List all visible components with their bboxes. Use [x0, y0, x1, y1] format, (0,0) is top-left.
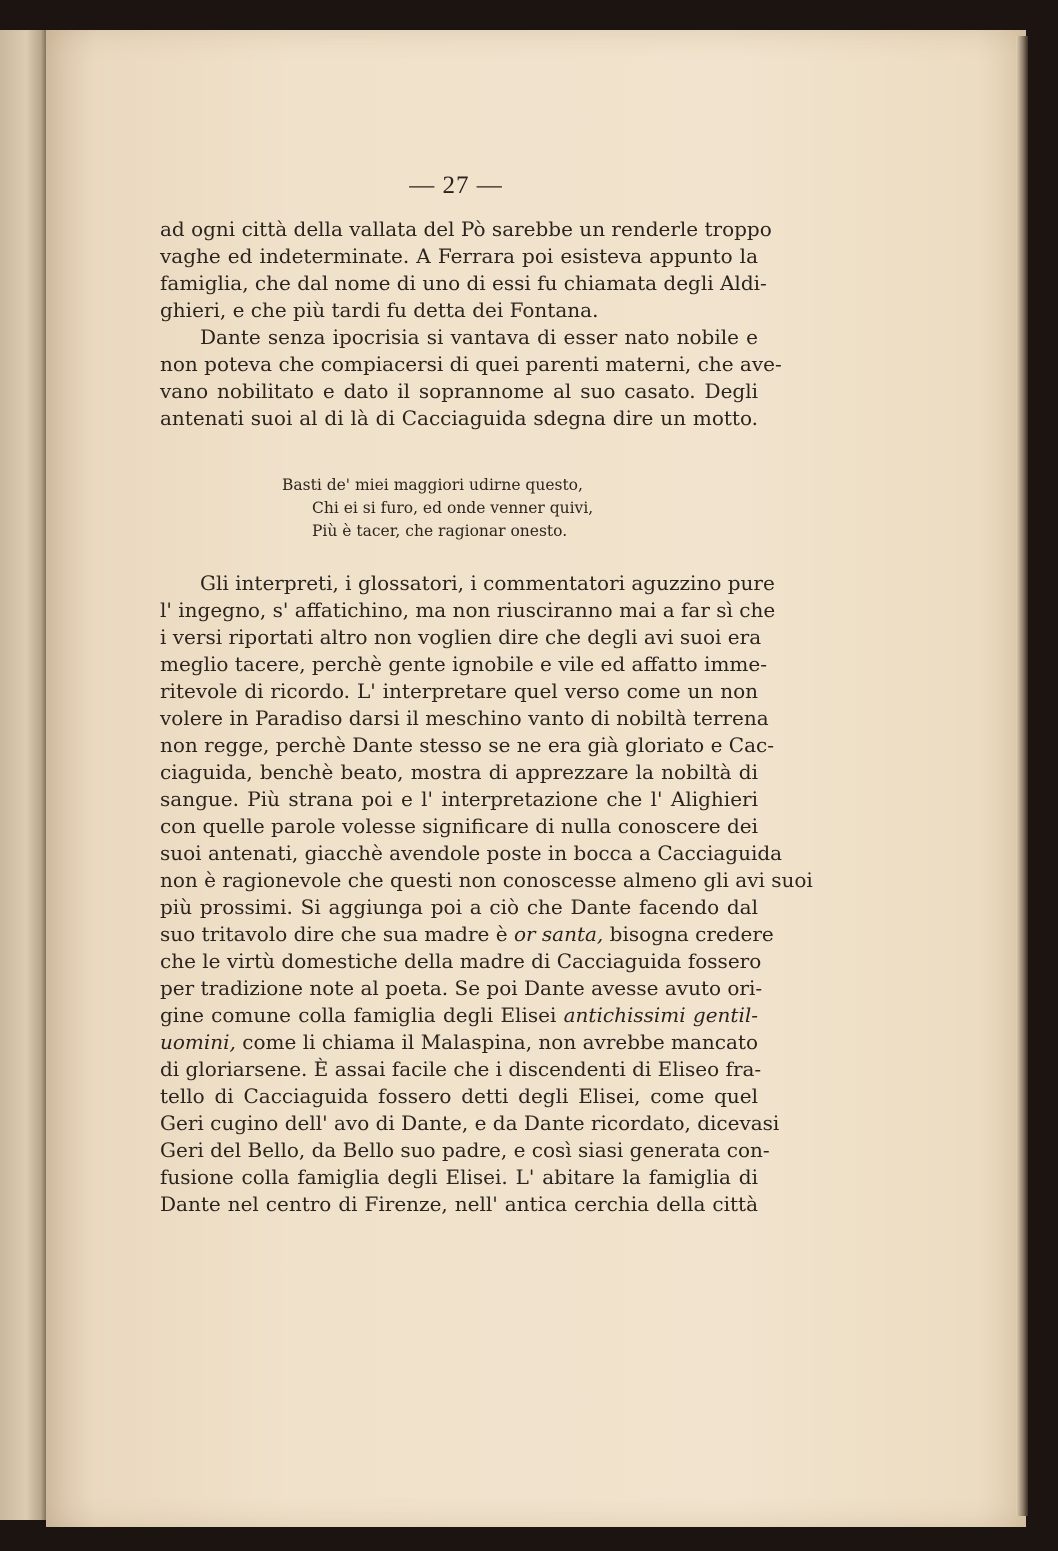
text-line: i versi riportati altro non voglien dire che degli avi suoi era — [160, 625, 762, 649]
italic-text-run: antichissimi gentil- — [563, 1003, 759, 1027]
text-line: suoi antenati, giacchè avendole poste in bocca a Cacciaguida — [160, 841, 783, 865]
text-line: ad ogni città della vallata del Pò sarebbe un renderle troppo — [160, 217, 772, 241]
text-line: tello di Cacciaguida fossero detti degli Elisei, come quel — [160, 1084, 758, 1108]
text-line — [160, 1002, 758, 1029]
text-line: vaghe ed indeterminate. A Ferrara poi esisteva appunto la — [160, 244, 758, 268]
text-line: famiglia, che dal nome di uno di essi fu chiamata degli Aldi- — [160, 271, 767, 295]
text-line: ghieri, e che più tardi fu detta dei Fontana. — [160, 298, 599, 322]
text-line: sangue. Più strana poi e l' interpretazione che l' Alighieri — [160, 787, 758, 811]
text-line: Geri cugino dell' avo di Dante, e da Dante ricordato, dicevasi — [160, 1111, 780, 1135]
text-line: più prossimi. Si aggiunga poi a ciò che Dante facendo dal — [160, 895, 758, 919]
text-block-main — [160, 570, 813, 1218]
text-line: volere in Paradiso darsi il meschino vanto di nobiltà terrena — [160, 706, 769, 730]
text-line: Gli interpreti, i glossatori, i commentatori aguzzino pure — [200, 571, 775, 595]
text-line — [160, 921, 774, 948]
text-line — [160, 1029, 758, 1056]
text-run: suo tritavolo dire che sua madre è — [160, 922, 508, 946]
text-line: non è ragionevole che questi non conoscesse almeno gli avi suoi — [160, 868, 813, 892]
text-run: bisogna credere — [603, 922, 774, 946]
text-line: per tradizione note al poeta. Se poi Dante avesse avuto ori- — [160, 976, 763, 1000]
text-run: gine comune colla famiglia degli Elisei — [160, 1003, 564, 1027]
italic-text-run: or santa, — [513, 922, 604, 946]
text-block-top — [160, 216, 782, 432]
text-line: che le virtù domestiche della madre di Cacciaguida fossero — [160, 949, 762, 973]
text-line: Dante senza ipocrisia si vantava di esser nato nobile e — [200, 325, 758, 349]
page-fore-edge — [1016, 36, 1028, 1516]
italic-text-run: uomini, — [160, 1030, 236, 1054]
verse-line: Basti de' miei maggiori udirne questo, — [282, 476, 583, 494]
text-line: con quelle parole volesse significare di nulla conoscere dei — [160, 814, 758, 838]
verse-line: Chi ei si furo, ed onde venner quivi, — [312, 499, 594, 517]
text-line: ciaguida, benchè beato, mostra di apprezzare la nobiltà di — [160, 760, 758, 784]
text-line: meglio tacere, perchè gente ignobile e vile ed affatto imme- — [160, 652, 767, 676]
text-line: di gloriarsene. È assai facile che i discendenti di Eliseo fra- — [160, 1057, 762, 1081]
text-line: vano nobilitato e dato il soprannome al suo casato. Degli — [160, 379, 758, 403]
text-line: Geri del Bello, da Bello suo padre, e così siasi generata con- — [160, 1138, 770, 1162]
verse-line: Più è tacer, che ragionar onesto. — [312, 522, 568, 540]
page-number: — 27 — — [409, 172, 503, 199]
text-line: Dante nel centro di Firenze, nell' antica cerchia della città — [160, 1192, 758, 1216]
text-line: l' ingegno, s' affatichino, ma non riusciranno mai a far sì che — [160, 598, 776, 622]
previous-page-edge — [0, 30, 48, 1520]
text-run: come li chiama il Malaspina, non avrebbe mancato — [235, 1030, 758, 1054]
text-line: antenati suoi al di là di Cacciaguida sdegna dire un motto. — [160, 406, 758, 430]
text-line: non poteva che compiacersi di quei parenti materni, che ave- — [160, 352, 782, 376]
text-line: ritevole di ricordo. L' interpretare quel verso come un non — [160, 679, 758, 703]
text-line: fusione colla famiglia degli Elisei. L' abitare la famiglia di — [160, 1165, 758, 1189]
text-line: non regge, perchè Dante stesso se ne era già gloriato e Cac- — [160, 733, 774, 757]
verse-quotation — [282, 474, 593, 543]
